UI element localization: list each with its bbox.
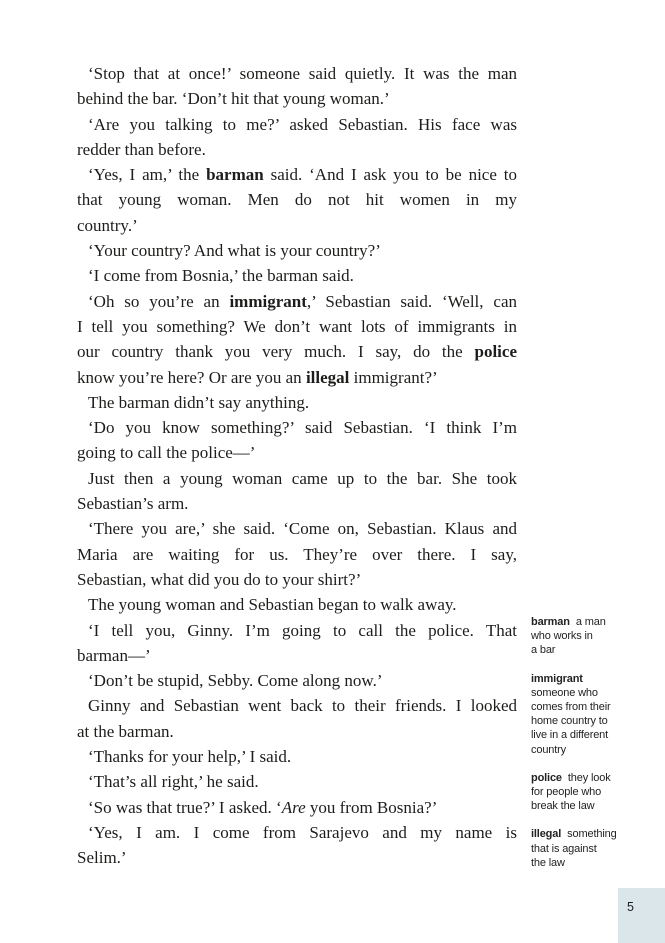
paragraph bbox=[77, 112, 517, 163]
text-line: Sebastian, what did you do to your shirt?’ bbox=[77, 569, 362, 589]
text-line: ‘There you are,’ she said. ‘Come on, Sebastian. Klaus and bbox=[88, 519, 517, 539]
text-line: ‘Your country? And what is your country?’ bbox=[88, 241, 381, 261]
glossary-entry bbox=[531, 827, 641, 870]
text-line: Maria are waiting for us. They’re over there. I say, bbox=[77, 544, 517, 564]
paragraph bbox=[77, 61, 517, 112]
paragraph bbox=[77, 466, 517, 517]
text-line: ‘Are you talking to me?’ asked Sebastian. His face was bbox=[88, 114, 517, 134]
glossary-keyword: illegal bbox=[305, 367, 350, 387]
glossary-sidebar bbox=[531, 615, 641, 884]
glossary-entry bbox=[531, 672, 641, 757]
paragraph bbox=[77, 516, 517, 592]
text-line: ‘Thanks for your help,’ I said. bbox=[88, 747, 292, 767]
glossary-entry bbox=[531, 771, 641, 814]
text-line: Just then a young woman came up to the bar. She took bbox=[88, 468, 517, 488]
glossary-term: illegal bbox=[531, 828, 562, 841]
glossary-line: illegal something bbox=[531, 828, 617, 841]
text-line: Sebastian’s arm. bbox=[77, 494, 189, 514]
text-line: ‘Stop that at once!’ someone said quietly. It was the man bbox=[88, 64, 517, 83]
glossary-line: comes from their bbox=[531, 701, 611, 714]
paragraph bbox=[77, 592, 517, 617]
paragraph bbox=[77, 415, 517, 466]
glossary-term: barman bbox=[531, 616, 570, 628]
text-line: ‘Yes, I am,’ the barman said. ‘And I ask you to be nice to bbox=[88, 165, 517, 185]
text-line: The young woman and Sebastian began to walk away. bbox=[88, 595, 457, 615]
glossary-term: police bbox=[531, 771, 562, 784]
page-number: 5 bbox=[627, 900, 634, 914]
paragraph bbox=[77, 744, 517, 769]
text-line: Ginny and Sebastian went back to their friends. I looked bbox=[88, 696, 517, 716]
glossary-keyword: police bbox=[474, 342, 517, 362]
paragraph bbox=[77, 769, 517, 794]
page-number-tab bbox=[618, 888, 665, 943]
text-line: that young woman. Men do not hit women in my bbox=[77, 190, 517, 210]
glossary-line: who works in bbox=[531, 630, 593, 643]
paragraph bbox=[77, 820, 517, 871]
glossary-line: country bbox=[531, 743, 567, 756]
glossary-line: a bar bbox=[531, 644, 556, 657]
text-line: going to call the police—’ bbox=[77, 443, 256, 463]
text-line: ‘That’s all right,’ he said. bbox=[88, 772, 259, 792]
text-line: I tell you something? We don’t want lots of immigrants in bbox=[77, 316, 517, 336]
glossary-line: someone who bbox=[531, 686, 598, 699]
glossary-entry bbox=[531, 615, 641, 658]
italic-text: Are bbox=[281, 797, 306, 817]
glossary-line: break the law bbox=[531, 800, 595, 813]
text-line: at the barman. bbox=[77, 721, 174, 741]
main-text-column bbox=[77, 61, 517, 871]
text-line: ‘Don’t be stupid, Sebby. Come along now.’ bbox=[88, 671, 383, 691]
glossary-line: the law bbox=[531, 856, 565, 869]
glossary-line: police they look bbox=[531, 771, 611, 784]
text-line: know you’re here? Or are you an illegal immigrant?’ bbox=[77, 367, 438, 387]
text-line: ‘I tell you, Ginny. I’m going to call the police. That bbox=[88, 620, 517, 640]
paragraph bbox=[77, 162, 517, 238]
glossary-line: that is against bbox=[531, 842, 597, 855]
text-line: The barman didn’t say anything. bbox=[88, 392, 310, 412]
text-line: ‘So was that true?’ I asked. ‘Are you from Bosnia?’ bbox=[88, 797, 438, 817]
paragraph bbox=[77, 263, 517, 288]
paragraph bbox=[77, 668, 517, 693]
glossary-line: live in a different bbox=[531, 729, 609, 742]
glossary-line: home country to bbox=[531, 715, 608, 728]
text-line: redder than before. bbox=[77, 139, 206, 159]
text-line: barman—’ bbox=[77, 645, 151, 665]
paragraph bbox=[77, 289, 517, 390]
text-line: Selim.’ bbox=[77, 848, 127, 868]
paragraph bbox=[77, 238, 517, 263]
paragraph bbox=[77, 693, 517, 744]
text-line: ‘Do you know something?’ said Sebastian. ‘I think I’m bbox=[88, 418, 517, 438]
glossary-keyword: immigrant bbox=[229, 291, 307, 311]
paragraph bbox=[77, 795, 517, 820]
text-line: our country thank you very much. I say, do the police bbox=[77, 342, 517, 362]
paragraph bbox=[77, 618, 517, 669]
glossary-term: immigrant bbox=[531, 672, 583, 685]
glossary-line: barman a man bbox=[531, 616, 606, 628]
glossary-line: for people who bbox=[531, 786, 602, 799]
text-line: country.’ bbox=[77, 215, 138, 235]
text-line: behind the bar. ‘Don’t hit that young woman.’ bbox=[77, 89, 390, 109]
text-line: ‘Oh so you’re an immigrant,’ Sebastian said. ‘Well, can bbox=[88, 291, 517, 311]
glossary-keyword: barman bbox=[206, 165, 264, 185]
text-line: ‘I come from Bosnia,’ the barman said. bbox=[88, 266, 354, 286]
glossary-line bbox=[531, 672, 641, 686]
text-line: ‘Yes, I am. I come from Sarajevo and my name is bbox=[88, 822, 517, 842]
paragraph bbox=[77, 390, 517, 415]
